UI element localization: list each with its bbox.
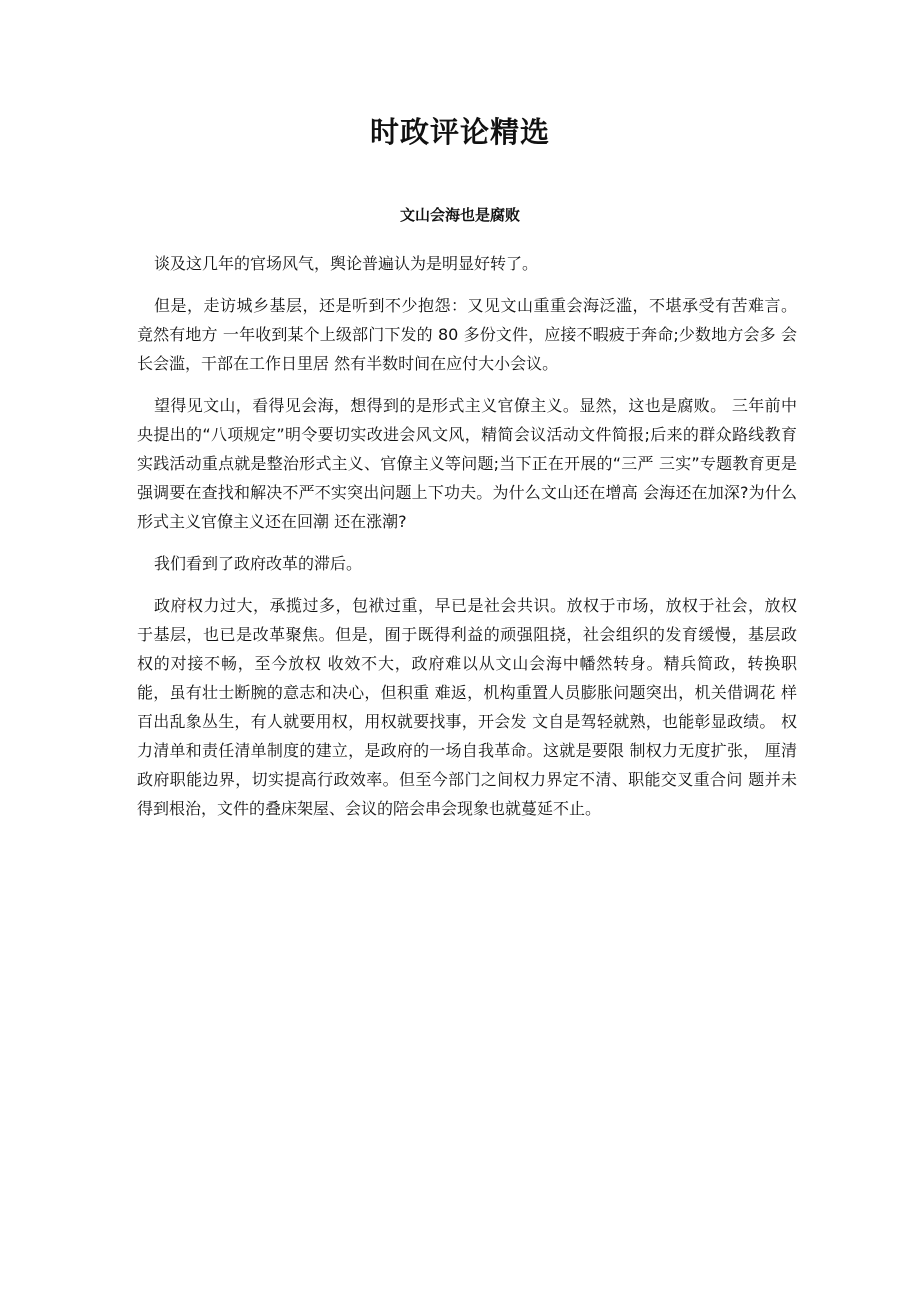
paragraph: 我们看到了政府改革的滞后。 <box>154 554 363 573</box>
document-title: 时政评论精选 <box>369 115 550 149</box>
paragraph: 望得见文山，看得见会海，想得到的是形式主义官僚主义。显然，这也是腐败。 三年前中央提出的“八项规定”明令要切实改进会风文风，精简会议活动文件简报;后来的群众路线教育 实践活动重点就是整治形式主义、官僚主义等问题;当下正在开展的“三严 三实”专题教育更是强调要在查找和解决不严不实突出问题上下功夫。为什么文山还在增高 会海还在加深?为什么形式主义官僚主义还在回潮 还在涨潮? <box>137 396 797 531</box>
paragraph: 谈及这几年的官场风气，舆论普遍认为是明显好转了。 <box>154 254 539 273</box>
article-title: 文山会海也是腐败 <box>399 206 520 224</box>
paragraph: 政府权力过大，承揽过多，包袱过重，早已是社会共识。放权于市场，放权于社会，放权 于基层，也已是改革聚焦。但是，囿于既得利益的顽强阻挠，社会组织的发育缓慢，基层政 权的对接不畅，至今放权 收效不大，政府难以从文山会海中幡然转身。精兵简政，转换职 能，虽有壮士断腕的意志和决心，但积重 难返，机构重置人员膨胀问题突出，机关借调花 样百出乱象丛生，有人就要用权，用权就要找事，开会发 文自是驾轻就熟，也能彰显政绩。 权力清单和责任清单制度的建立，是政府的一场自我革命。这就是要限 制权力无度扩张， 厘清政府职能边界，切实提高行政效率。但至今部门之间权力界定不清、职能交叉重合问 题并未得到根治，文件的叠床架屋、会议的陪会串会现象也就蔓延不止。 <box>137 596 797 818</box>
article-body <box>137 249 797 836</box>
paragraph: 但是，走访城乡基层，还是听到不少抱怨：又见文山重重会海泛滥，不堪承受有苦难言。 竟然有地方 一年收到某个上级部门下发的 80 多份文件，应接不暇疲于奔命;少数地方会多 会长会滥，干部在工作日里居 然有半数时间在应付大小会议。 <box>137 296 797 373</box>
